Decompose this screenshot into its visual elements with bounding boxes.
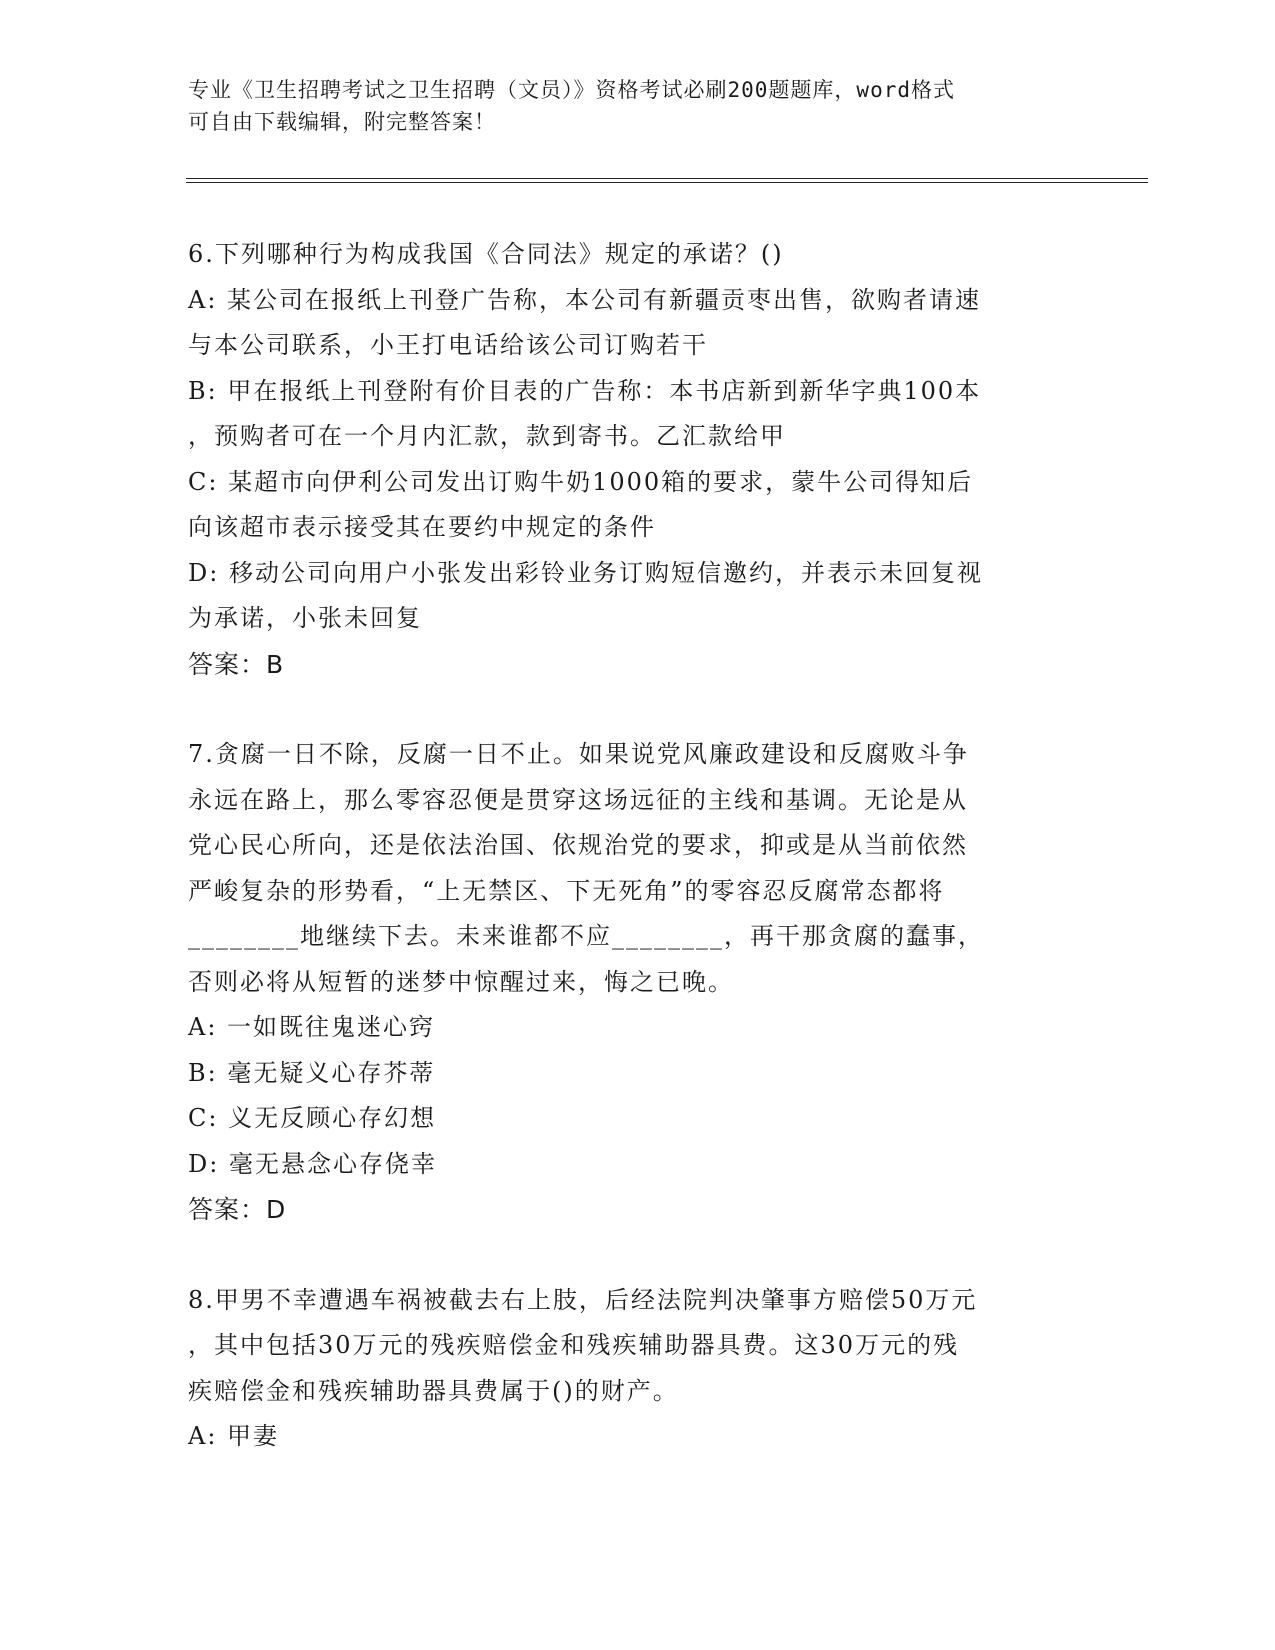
question-stem-continued: 永远在路上，那么零容忍便是贯穿这场远征的主线和基调。无论是从 [188,785,968,814]
option-c: C: 义无反顾心存幻想 [188,1104,437,1132]
option-a: A: 某公司在报纸上刊登广告称，本公司有新疆贡枣出售，欲购者请速 [188,285,982,314]
option-b-continued: ，预购者可在一个月内汇款，款到寄书。乙汇款给甲 [188,422,786,450]
question-stem-continued: 严峻复杂的形势看，“上无禁区、下无死角”的零容忍反腐常态都将 [188,876,945,905]
answer-label: 答案：B [188,649,285,679]
question-stem: 7.贪腐一日不除，反腐一日不止。如果说党风廉政建设和反腐败斗争 [188,740,969,768]
header-line: 可自由下载编辑，附完整答案！ [188,110,496,134]
question-6 [188,232,1088,687]
option-a: A: 甲妻 [188,1422,280,1450]
header-line: 专业《卫生招聘考试之卫生招聘（文员）》资格考试必刷200题题库，word格式 [188,78,955,102]
question-stem: 8.甲男不幸遭遇车祸被截去右上肢，后经法院判决肇事方赔偿50万元 [188,1285,978,1314]
header-divider-top [186,178,1148,179]
question-stem-continued: 党心民心所向，还是依法治国、依规治党的要求，抑或是从当前依然 [188,831,968,859]
question-stem-continued: ________地继续下去。未来谁都不应________，再干那贪腐的蠢事， [188,922,984,950]
question-8 [188,1278,1088,1460]
option-b: B: 毫无疑义心存芥蒂 [188,1058,436,1087]
option-c-continued: 向该超市表示接受其在要约中规定的条件 [188,513,656,541]
option-d-continued: 为承诺，小张未回复 [188,604,422,632]
question-7 [188,732,1088,1233]
option-b: B: 甲在报纸上刊登附有价目表的广告称：本书店新到新华字典100本 [188,376,982,405]
question-list [188,232,1088,1505]
option-a-continued: 与本公司联系，小王打电话给该公司订购若干 [188,331,708,359]
question-stem-continued: ，其中包括30万元的残疾赔偿金和残疾辅助器具费。这30万元的残 [188,1331,960,1359]
header-divider-bottom [186,182,1148,183]
option-c: C: 某超市向伊利公司发出订购牛奶1000箱的要求，蒙牛公司得知后 [188,467,974,496]
question-stem-continued: 否则必将从短暂的迷梦中惊醒过来，悔之已晚。 [188,967,734,996]
option-a: A: 一如既往鬼迷心窍 [188,1013,436,1041]
document-header [188,74,1088,138]
option-d: D: 毫无悬念心存侥幸 [188,1149,437,1178]
answer-label: 答案：D [188,1195,287,1224]
question-stem: 6.下列哪种行为构成我国《合同法》规定的承诺？() [188,240,784,268]
question-stem-continued: 疾赔偿金和残疾辅助器具费属于()的财产。 [188,1376,679,1405]
option-d: D: 移动公司向用户小张发出彩铃业务订购短信邀约，并表示未回复视 [188,558,983,587]
